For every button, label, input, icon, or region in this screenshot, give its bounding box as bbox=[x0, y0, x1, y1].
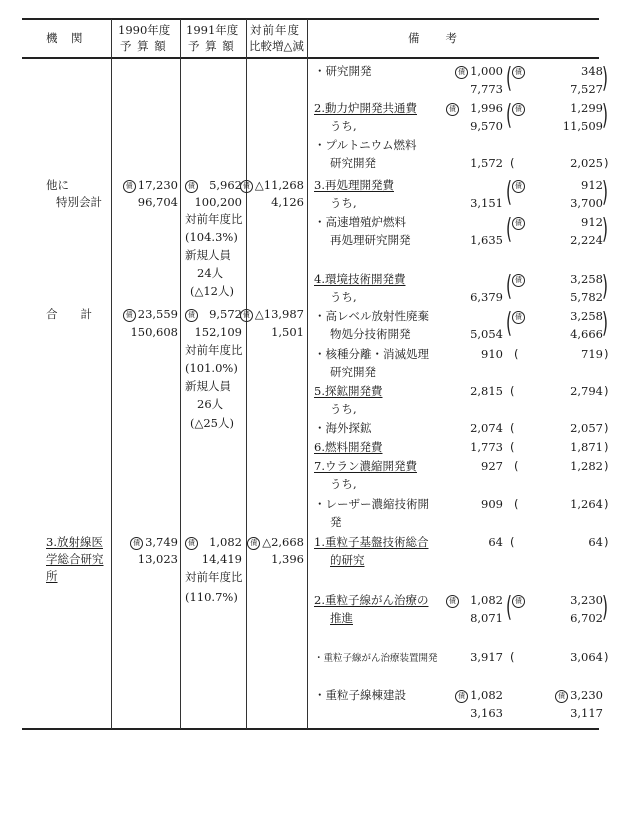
note-overseas-close-paren: ) bbox=[604, 421, 609, 435]
note-exploration-open-paren: ( bbox=[510, 384, 515, 398]
other-1991-staff: 24人 bbox=[197, 266, 224, 280]
note-heavy-ion-basic-open-paren: ( bbox=[510, 535, 515, 549]
open-paren-bracket: ( bbox=[506, 590, 513, 623]
nirs-1991-value: 1,082 bbox=[209, 535, 242, 549]
total-diff-value: 債 △13,987 bbox=[240, 307, 304, 322]
other-1991-staff-diff: (△12人) bbox=[190, 284, 234, 298]
note-fuel-value: 1,773 bbox=[470, 440, 503, 454]
close-paren-bracket: ) bbox=[602, 175, 609, 208]
note-laser-value: 909 bbox=[481, 497, 503, 511]
header-bottom-rule bbox=[22, 57, 599, 59]
header-1991-line1: 1991年度 bbox=[186, 23, 239, 37]
note-reprocessing-value: 3,151 bbox=[470, 196, 503, 210]
note-partitioning-close-paren: ) bbox=[604, 347, 609, 361]
open-paren-bracket: ( bbox=[506, 98, 513, 131]
note-overseas-value: 2,074 bbox=[470, 421, 503, 435]
other-1990-value: 債 17,230 bbox=[123, 178, 178, 193]
agency-total: 合 計 bbox=[46, 307, 92, 321]
note-overseas-prev: 2,057 bbox=[570, 421, 603, 435]
note-exploration-close-paren: ) bbox=[604, 384, 609, 398]
total-1990-value: 債 23,559 bbox=[123, 307, 178, 322]
total-1991-value: 9,572 bbox=[209, 307, 242, 321]
note-research-dev-prev-mark bbox=[512, 64, 527, 79]
close-paren-bracket: ) bbox=[602, 61, 609, 94]
nirs-1990-value: 債 3,749 bbox=[130, 535, 178, 550]
note-partitioning-prev: 719 bbox=[581, 347, 603, 361]
note-reactor-common-prev: 1,299 bbox=[570, 101, 603, 115]
other-1991-value: 5,962 bbox=[209, 178, 242, 192]
note-plutonium-value: 1,572 bbox=[470, 156, 503, 170]
note-enrichment-close-paren: ) bbox=[604, 459, 609, 473]
debt-mark-icon: 債 bbox=[555, 690, 568, 703]
note-building-prev2: 3,117 bbox=[570, 706, 603, 720]
agency-nirs-line2: 学総合研究 bbox=[46, 552, 104, 566]
debt-mark-icon: 債 bbox=[240, 309, 253, 322]
note-laser-open-paren: ( bbox=[514, 497, 519, 511]
note-reactor-common-prev-mark bbox=[512, 101, 527, 116]
note-therapy-equipment-open-paren: ( bbox=[510, 650, 515, 664]
note-laser-prev: 1,264 bbox=[570, 497, 603, 511]
note-partitioning-open-paren: ( bbox=[514, 347, 519, 361]
note-overseas: ・海外探鉱 bbox=[314, 421, 372, 435]
header-agency: 機 関 bbox=[46, 31, 84, 45]
total-1991-staff: 26人 bbox=[197, 397, 224, 411]
note-hlw-line1: ・高レベル放射性廃棄 bbox=[314, 309, 429, 323]
note-plutonium-open-paren: ( bbox=[510, 156, 515, 170]
debt-mark-icon: 債 bbox=[512, 595, 525, 608]
debt-mark-icon: 債 bbox=[130, 537, 143, 550]
note-reprocessing-prev2: 3,700 bbox=[570, 196, 603, 210]
note-plutonium-line2: 研究開発 bbox=[330, 156, 376, 170]
note-reprocessing: 3.再処理開発費 bbox=[314, 178, 394, 192]
col-divider-1 bbox=[111, 19, 112, 729]
open-paren-bracket: ( bbox=[506, 269, 513, 302]
note-heavy-ion-basic-line2: 的研究 bbox=[330, 553, 365, 567]
total-1991-ratio-label: 対前年度比 bbox=[185, 343, 243, 357]
note-reactor-common-value2: 9,570 bbox=[470, 119, 503, 133]
note-heavy-ion-basic-line1: 1.重粒子基盤技術総合 bbox=[314, 535, 429, 549]
col-divider-4 bbox=[307, 19, 308, 729]
note-reprocessing-prev: 912 bbox=[581, 178, 603, 192]
debt-mark-icon: 債 bbox=[512, 180, 525, 193]
nirs-1991-mark bbox=[185, 535, 200, 550]
other-1991-staff-label: 新規人員 bbox=[185, 248, 231, 262]
note-heavy-ion-basic-value: 64 bbox=[488, 535, 503, 549]
nirs-1990-value2: 13,023 bbox=[137, 552, 178, 566]
nirs-diff-value: 債 △2,668 bbox=[247, 535, 304, 550]
open-paren-bracket: ( bbox=[506, 175, 513, 208]
note-partitioning-value: 910 bbox=[481, 347, 503, 361]
note-plutonium-line1: ・プルトニウム燃料 bbox=[314, 138, 417, 152]
note-research-dev-prev2: 7,527 bbox=[570, 82, 603, 96]
debt-mark-icon: 債 bbox=[247, 537, 260, 550]
debt-mark-icon: 債 bbox=[240, 180, 253, 193]
debt-mark-icon: 債 bbox=[185, 309, 198, 322]
agency-nirs-line3: 所 bbox=[46, 569, 58, 583]
debt-mark-icon: 債 bbox=[455, 66, 468, 79]
note-hlw-value: 5,054 bbox=[470, 327, 503, 341]
note-laser-line1: ・レーザー濃縮技術開 bbox=[314, 497, 429, 511]
nirs-1991-ratio-label: 対前年度比 bbox=[185, 570, 243, 584]
nirs-1991-value2: 14,419 bbox=[201, 552, 242, 566]
note-hlw-prev: 3,258 bbox=[570, 309, 603, 323]
note-heavy-ion-therapy-value: 1,082 bbox=[470, 593, 503, 607]
note-fuel-open-paren: ( bbox=[510, 440, 515, 454]
debt-mark-icon: 債 bbox=[446, 103, 459, 116]
note-overseas-open-paren: ( bbox=[510, 421, 515, 435]
note-fbr-prev: 912 bbox=[581, 215, 603, 229]
note-exploration-sub: うち, bbox=[330, 402, 357, 416]
note-hlw-prev2: 4,666 bbox=[570, 327, 603, 341]
note-partitioning-line2: 研究開発 bbox=[330, 365, 376, 379]
note-therapy-equipment-prev: 3,064 bbox=[570, 650, 603, 664]
note-enrichment: 7.ウラン濃縮開発費 bbox=[314, 459, 417, 473]
total-diff-value2: 1,501 bbox=[271, 325, 304, 339]
col-divider-3 bbox=[246, 19, 247, 729]
note-exploration-value: 2,815 bbox=[470, 384, 503, 398]
close-paren-bracket: ) bbox=[602, 212, 609, 245]
note-fuel: 6.燃料開発費 bbox=[314, 440, 383, 454]
note-environment-prev: 3,258 bbox=[570, 272, 603, 286]
note-exploration-prev: 2,794 bbox=[570, 384, 603, 398]
note-enrichment-sub: うち, bbox=[330, 477, 357, 491]
col-divider-2 bbox=[180, 19, 181, 729]
other-1991-ratio-label: 対前年度比 bbox=[185, 212, 243, 226]
debt-mark-icon: 債 bbox=[455, 690, 468, 703]
note-heavy-ion-therapy-line2: 推進 bbox=[330, 611, 353, 625]
header-diff-line2: 比較増△減 bbox=[249, 39, 304, 53]
debt-mark-icon: 債 bbox=[185, 537, 198, 550]
note-fbr-line2: 再処理研究開発 bbox=[330, 233, 411, 247]
open-paren-bracket: ( bbox=[506, 61, 513, 94]
total-1991-value2: 152,109 bbox=[194, 325, 242, 339]
note-reactor-common-sub: うち, bbox=[330, 119, 357, 133]
header-1990-line1: 1990年度 bbox=[118, 23, 171, 37]
other-1991-mark bbox=[185, 178, 200, 193]
other-1991-value2: 100,200 bbox=[194, 195, 242, 209]
debt-mark-icon: 債 bbox=[446, 595, 459, 608]
debt-mark-icon: 債 bbox=[512, 103, 525, 116]
debt-mark-icon: 債 bbox=[512, 217, 525, 230]
total-1991-staff-diff: (△25人) bbox=[190, 416, 234, 430]
note-fuel-close-paren: ) bbox=[604, 440, 609, 454]
open-paren-bracket: ( bbox=[506, 212, 513, 245]
note-fbr-prev-mark bbox=[512, 215, 527, 230]
close-paren-bracket: ) bbox=[602, 306, 609, 339]
note-environment-sub: うち, bbox=[330, 290, 357, 304]
other-diff-value2: 4,126 bbox=[271, 195, 304, 209]
note-exploration: 5.探鉱開発費 bbox=[314, 384, 383, 398]
header-diff-line1: 対前年度 bbox=[250, 23, 300, 37]
note-building: ・重粒子線棟建設 bbox=[314, 688, 406, 702]
other-1990-value2: 96,704 bbox=[137, 195, 178, 209]
note-research-dev-prev: 348 bbox=[581, 64, 603, 78]
note-building-prev: 債 3,230 bbox=[555, 688, 603, 703]
note-fbr-value: 1,635 bbox=[470, 233, 503, 247]
note-reprocessing-sub: うち, bbox=[330, 196, 357, 210]
note-reactor-common: 2.動力炉開発共通費 bbox=[314, 101, 417, 115]
note-heavy-ion-therapy-value2: 8,071 bbox=[470, 611, 503, 625]
note-plutonium-close-paren: ) bbox=[604, 156, 609, 170]
note-reactor-common-value: 1,996 bbox=[470, 101, 503, 115]
debt-mark-icon: 債 bbox=[512, 66, 525, 79]
note-research-dev-value: 債 1,000 bbox=[455, 64, 503, 79]
note-heavy-ion-therapy-prev-mark bbox=[512, 593, 527, 608]
nirs-diff-value2: 1,396 bbox=[271, 552, 304, 566]
total-1991-staff-label: 新規人員 bbox=[185, 379, 231, 393]
note-heavy-ion-therapy-line1: 2.重粒子線がん治療の bbox=[314, 593, 429, 607]
header-1991-line2: 予 算 額 bbox=[188, 39, 235, 53]
note-enrichment-open-paren: ( bbox=[514, 459, 519, 473]
note-fbr-prev2: 2,224 bbox=[570, 233, 603, 247]
debt-mark-icon: 債 bbox=[512, 311, 525, 324]
header-1990-line2: 予 算 額 bbox=[120, 39, 167, 53]
note-reprocessing-prev-mark bbox=[512, 178, 527, 193]
note-reactor-common-mark bbox=[446, 101, 461, 116]
table-bottom-rule bbox=[22, 728, 599, 730]
note-heavy-ion-therapy-prev: 3,230 bbox=[570, 593, 603, 607]
open-paren-bracket: ( bbox=[506, 306, 513, 339]
total-1990-value2: 150,608 bbox=[130, 325, 178, 339]
note-therapy-equipment: ・重粒子線がん治療装置開発 bbox=[314, 653, 438, 664]
note-research-dev-value2: 7,773 bbox=[470, 82, 503, 96]
note-environment: 4.環境技術開発費 bbox=[314, 272, 406, 286]
debt-mark-icon: 債 bbox=[123, 180, 136, 193]
note-building-value2: 3,163 bbox=[470, 706, 503, 720]
nirs-1991-ratio: (110.7%) bbox=[185, 590, 238, 604]
other-diff-value: 債 △11,268 bbox=[240, 178, 304, 193]
note-environment-prev2: 5,782 bbox=[570, 290, 603, 304]
close-paren-bracket: ) bbox=[602, 269, 609, 302]
note-therapy-equipment-value: 3,917 bbox=[470, 650, 503, 664]
note-heavy-ion-therapy-mark bbox=[446, 593, 461, 608]
note-enrichment-value: 927 bbox=[481, 459, 503, 473]
debt-mark-icon: 債 bbox=[512, 274, 525, 287]
note-enrichment-prev: 1,282 bbox=[570, 459, 603, 473]
debt-mark-icon: 債 bbox=[123, 309, 136, 322]
note-heavy-ion-basic-close-paren: ) bbox=[604, 535, 609, 549]
note-fuel-prev: 1,871 bbox=[570, 440, 603, 454]
agency-other-line1: 他に bbox=[46, 178, 69, 192]
note-laser-close-paren: ) bbox=[604, 497, 609, 511]
note-heavy-ion-therapy-prev2: 6,702 bbox=[570, 611, 603, 625]
total-1991-mark bbox=[185, 307, 200, 322]
note-partitioning-line1: ・核種分離・消滅処理 bbox=[314, 347, 429, 361]
note-plutonium-prev: 2,025 bbox=[570, 156, 603, 170]
note-heavy-ion-basic-prev: 64 bbox=[588, 535, 603, 549]
debt-mark-icon: 債 bbox=[185, 180, 198, 193]
total-1991-ratio: (101.0%) bbox=[185, 361, 238, 375]
other-1991-ratio: (104.3%) bbox=[185, 230, 238, 244]
note-environment-prev-mark bbox=[512, 272, 527, 287]
note-hlw-line2: 物処分技術開発 bbox=[330, 327, 411, 341]
note-therapy-equipment-close-paren: ) bbox=[604, 650, 609, 664]
close-paren-bracket: ) bbox=[602, 98, 609, 131]
note-hlw-prev-mark bbox=[512, 309, 527, 324]
agency-nirs-line1: 3.放射線医 bbox=[46, 535, 103, 549]
close-paren-bracket: ) bbox=[602, 590, 609, 623]
note-reactor-common-prev2: 11,509 bbox=[562, 119, 603, 133]
agency-other-line2: 特別会計 bbox=[56, 195, 102, 209]
note-environment-value: 6,379 bbox=[470, 290, 503, 304]
note-research-dev: ・研究開発 bbox=[314, 64, 372, 78]
note-laser-line2: 発 bbox=[330, 515, 342, 529]
header-notes: 備 考 bbox=[408, 31, 458, 45]
note-fbr-line1: ・高速増殖炉燃料 bbox=[314, 215, 406, 229]
note-building-value: 債 1,082 bbox=[455, 688, 503, 703]
table-top-rule bbox=[22, 18, 599, 20]
